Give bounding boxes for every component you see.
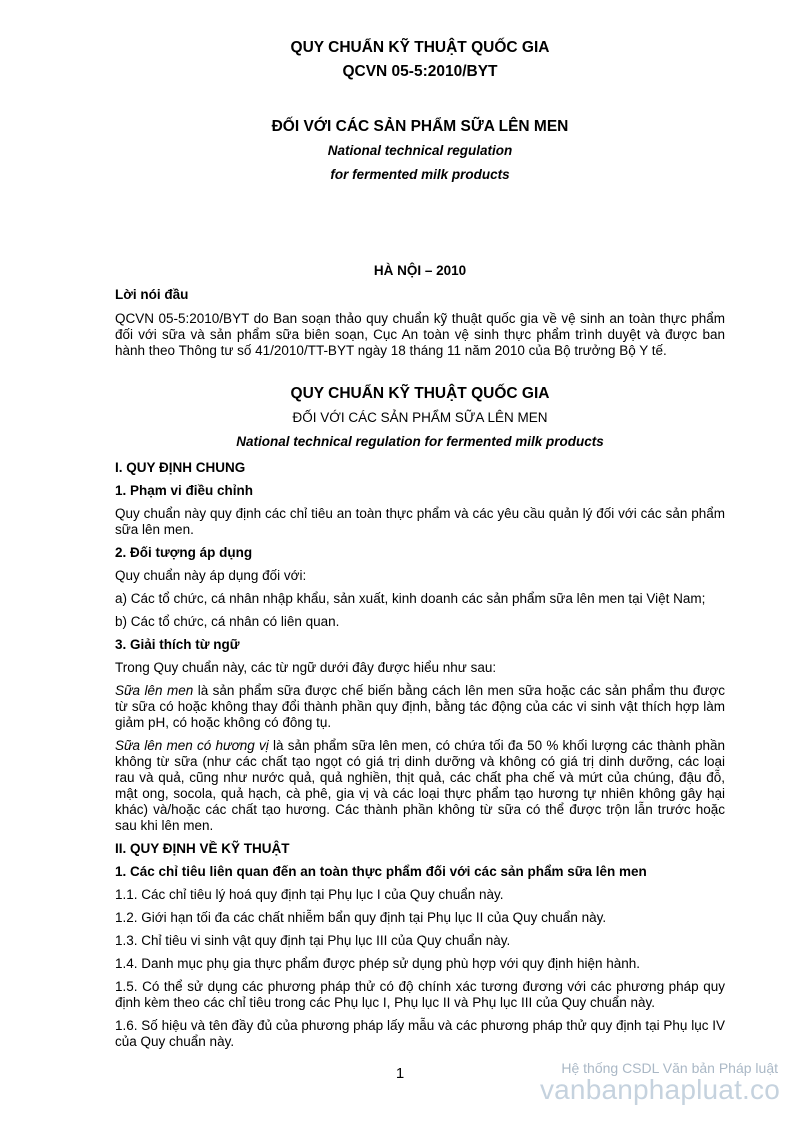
- english-title-line1: National technical regulation: [327, 143, 513, 158]
- safety-indicators-heading: 1. Các chỉ tiêu liên quan đến an toàn thực phẩm đối với các sản phẩm sữa lên men: [115, 864, 647, 879]
- applicability-heading: 2. Đối tượng áp dụng: [115, 545, 253, 560]
- doc-code: QCVN 05-5:2010/BYT: [342, 63, 498, 80]
- item-1-4: 1.4. Danh mục phụ gia thực phẩm được phép sử dụng phù hợp với quy định hiện hành.: [115, 956, 641, 971]
- applicability-item-b: b) Các tổ chức, cá nhân có liên quan.: [115, 614, 340, 629]
- section2-heading: II. QUY ĐỊNH VỀ KỸ THUẬT: [115, 841, 290, 856]
- item-1-1: 1.1. Các chỉ tiêu lý hoá quy định tại Phụ lục I của Quy chuẩn này.: [115, 887, 504, 902]
- body-title: QUY CHUẨN KỸ THUẬT QUỐC GIA: [290, 385, 550, 402]
- definition-fermented-milk: [115, 683, 725, 731]
- page-number: 1: [395, 1065, 405, 1082]
- item-1-3: 1.3. Chỉ tiêu vi sinh vật quy định tại Phụ lục III của Quy chuẩn này.: [115, 933, 511, 948]
- english-title-line2: for fermented milk products: [330, 167, 510, 182]
- place-year: HÀ NỘI – 2010: [373, 263, 467, 278]
- section1-heading: I. QUY ĐỊNH CHUNG: [115, 460, 246, 475]
- foreword-heading: Lời nói đầu: [115, 287, 189, 302]
- scope-heading: 1. Phạm vi điều chỉnh: [115, 483, 254, 498]
- definition-term: Sữa lên men có hương vị: [115, 738, 269, 753]
- definition-term: Sữa lên men: [115, 683, 194, 698]
- definitions-intro: Trong Quy chuẩn này, các từ ngữ dưới đây được hiểu như sau:: [115, 660, 497, 675]
- item-1-2: 1.2. Giới hạn tối đa các chất nhiễm bẩn quy định tại Phụ lục II của Quy chuẩn này.: [115, 910, 607, 925]
- item-1-6: 1.6. Số hiệu và tên đầy đủ của phương pháp lấy mẫu và các phương pháp thử quy định tại Phụ lục IV của Quy chuẩn này.: [115, 1018, 725, 1049]
- body-english-title: National technical regulation for fermented milk products: [236, 434, 604, 449]
- body-subtitle: ĐỐI VỚI CÁC SẢN PHẨM SỮA LÊN MEN: [292, 410, 548, 425]
- applicability-intro: Quy chuẩn này áp dụng đối với:: [115, 568, 307, 583]
- document-page: [115, 36, 725, 1050]
- doc-subject: ĐỐI VỚI CÁC SẢN PHẨM SỮA LÊN MEN: [271, 118, 569, 135]
- definition-text: là sản phẩm sữa lên men, có chứa tối đa 50 % khối lượng các thành phần không từ sữa (như các chất tạo ngọt có giá trị dinh dưỡng và không có giá trị dinh dưỡng, các loại rau và quả, cũng như nước quả, quả nghiền, thịt quả, các chất pha chế và mứt của chúng, đậu đỗ, mật ong, socola, quả hạch, cà phê, gia vị và các loại thực phẩm tạo hương tự nhiên không gây hại khác) và/hoặc các chất tạo hương. Các thành phần không từ sữa có thể được trộn lẫn trước hoặc sau khi lên men.: [115, 738, 725, 833]
- watermark-caption: Hệ thống CSDL Văn bản Pháp luật: [561, 1060, 778, 1076]
- definition-text: là sản phẩm sữa được chế biến bằng cách lên men sữa hoặc các sản phẩm thu được từ sữa có hoặc không thay đổi thành phần quy định, bằng tác động của các vi sinh vật thích hợp làm giảm pH, có hoặc không có đông tụ.: [115, 683, 725, 730]
- applicability-item-a: a) Các tổ chức, cá nhân nhập khẩu, sản xuất, kinh doanh các sản phẩm sữa lên men tại Việt Nam;: [115, 591, 706, 606]
- item-1-5: 1.5. Có thể sử dụng các phương pháp thử có độ chính xác tương đương với các phương pháp quy định kèm theo các chỉ tiêu trong các Phụ lục I, Phụ lục II và Phụ lục III của Quy chuẩn này.: [115, 979, 725, 1010]
- doc-title: QUY CHUẨN KỸ THUẬT QUỐC GIA: [290, 39, 550, 56]
- definition-flavoured-fermented-milk: [115, 738, 725, 834]
- foreword-text: QCVN 05-5:2010/BYT do Ban soạn thảo quy chuẩn kỹ thuật quốc gia về vệ sinh an toàn thực phẩm đối với sữa và sản phẩm sữa biên soạn, Cục An toàn vệ sinh thực phẩm trình duyệt và được ban hành theo Thông tư số 41/2010/TT-BYT ngày 18 tháng 11 năm 2010 của Bộ trưởng Bộ Y tế.: [115, 311, 725, 358]
- scope-text: Quy chuẩn này quy định các chỉ tiêu an toàn thực phẩm và các yêu cầu quản lý đối với các sản phẩm sữa lên men.: [115, 506, 725, 537]
- definitions-heading: 3. Giải thích từ ngữ: [115, 637, 240, 652]
- watermark-site: vanbanphapluat.co: [539, 1074, 780, 1105]
